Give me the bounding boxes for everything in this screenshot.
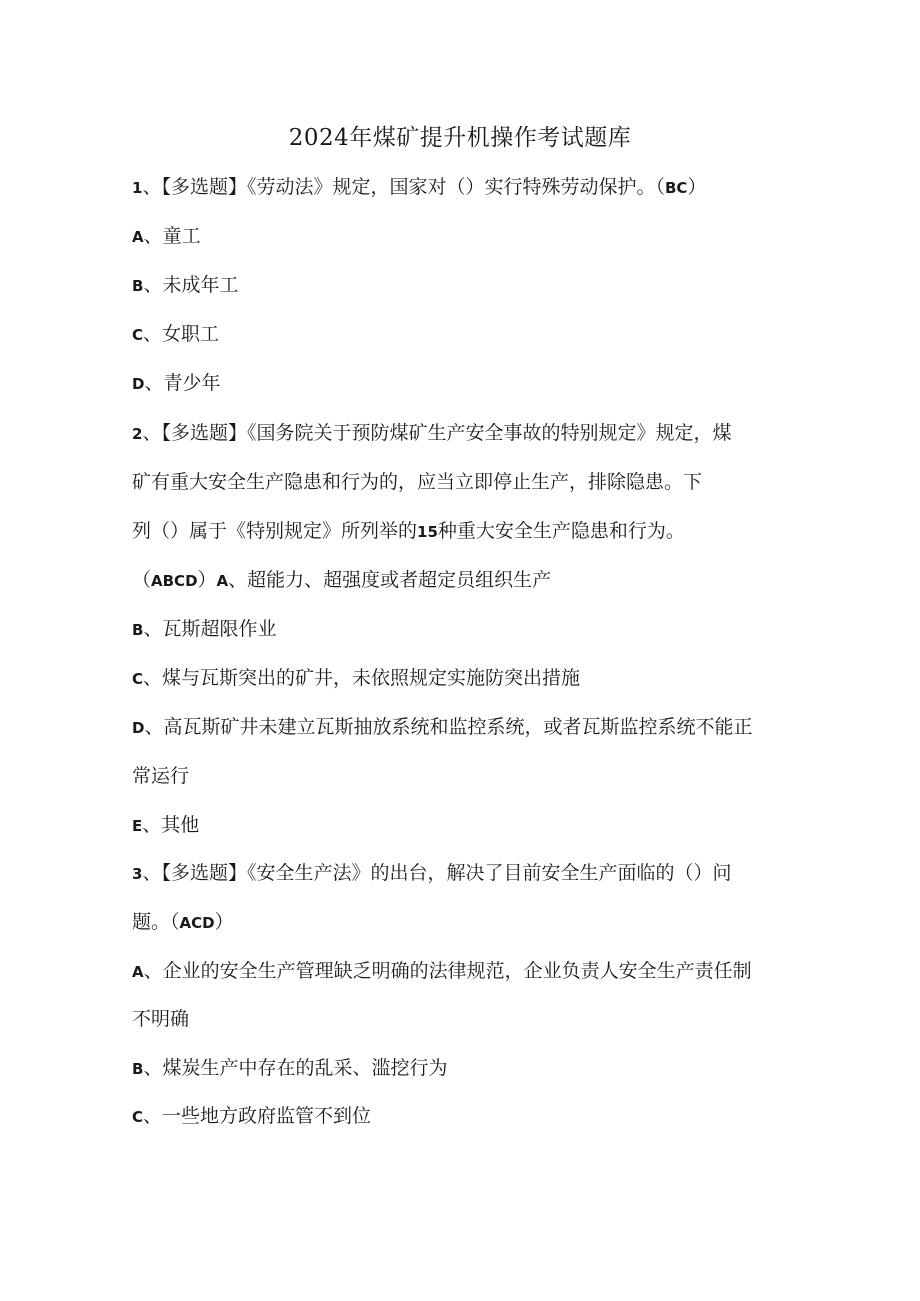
question-number: 2 xyxy=(132,425,143,443)
separator: 、 xyxy=(143,960,163,982)
separator: 、 xyxy=(143,1105,163,1127)
option-text: 女职工 xyxy=(162,323,220,345)
separator: 、 xyxy=(144,372,164,394)
separator: 、 xyxy=(143,323,163,345)
question-stem-text: 《安全生产法》的出台，解决了目前安全生产面临的（）问 xyxy=(246,862,732,884)
answer-key: ABCD xyxy=(151,572,198,590)
option-a xyxy=(132,958,752,985)
question-2-stem xyxy=(132,420,731,447)
option-text: 煤炭生产中存在的乱采、滥挖行为 xyxy=(162,1057,448,1079)
question-1-stem xyxy=(132,174,706,201)
separator: 、 xyxy=(143,667,163,689)
option-label: D xyxy=(132,719,145,737)
stem-number: 15 xyxy=(417,523,438,541)
option-text: 其他 xyxy=(161,814,200,836)
option-b xyxy=(132,272,238,299)
option-label: B xyxy=(132,621,144,639)
option-a xyxy=(132,567,551,594)
option-text: 一些地方政府监管不到位 xyxy=(162,1105,372,1127)
option-label: A xyxy=(216,572,229,590)
page-title: 2024年煤矿提升机操作考试题库 xyxy=(288,125,632,151)
answer-close: ） xyxy=(197,569,217,591)
option-b xyxy=(132,616,276,643)
separator: 、 xyxy=(142,176,162,198)
separator: 、 xyxy=(142,862,162,884)
question-type-tag: 【多选题】 xyxy=(161,176,247,198)
separator: 、 xyxy=(142,814,162,836)
option-text: 不明确 xyxy=(132,1008,190,1030)
answer-close: ） xyxy=(214,911,234,933)
separator: 、 xyxy=(142,422,162,444)
option-text: 童工 xyxy=(162,225,201,247)
question-number: 1 xyxy=(132,179,143,197)
option-text: 企业的安全生产管理缺乏明确的法律规范，企业负责人安全生产责任制 xyxy=(162,960,752,982)
option-label: B xyxy=(132,1060,144,1078)
option-text: 青少年 xyxy=(163,372,221,394)
option-label: C xyxy=(132,326,144,344)
separator: 、 xyxy=(143,1057,163,1079)
option-a-continued xyxy=(132,1006,189,1032)
answer-key: ACD xyxy=(179,914,215,932)
question-type-tag: 【多选题】 xyxy=(161,862,247,884)
option-d-continued xyxy=(132,763,189,789)
option-c xyxy=(132,665,580,692)
option-label: A xyxy=(132,228,144,246)
question-number: 3 xyxy=(132,865,143,883)
option-label: B xyxy=(132,277,144,295)
separator: 、 xyxy=(143,225,163,247)
separator: 、 xyxy=(228,569,248,591)
option-text: 超能力、超强度或者超定员组织生产 xyxy=(247,569,552,591)
separator: 、 xyxy=(143,274,163,296)
option-text: 瓦斯超限作业 xyxy=(162,618,277,640)
option-label: A xyxy=(132,963,144,981)
option-text: 煤与瓦斯突出的矿井，未依照规定实施防突出措施 xyxy=(162,667,581,689)
question-stem-text: 矿有重大安全生产隐患和行为的，应当立即停止生产，排除隐患。下 xyxy=(132,471,703,493)
separator: 、 xyxy=(143,618,163,640)
question-3-stem-line-2 xyxy=(132,909,234,936)
question-2-stem-line-3 xyxy=(132,518,685,545)
question-stem-text: 题。（ xyxy=(132,911,180,933)
question-stem-text: 《国务院关于预防煤矿生产安全事故的特别规定》规定，煤 xyxy=(246,422,732,444)
option-text: 未成年工 xyxy=(162,274,239,296)
option-label: E xyxy=(132,817,143,835)
option-label: C xyxy=(132,670,144,688)
separator: 、 xyxy=(144,716,164,738)
answer-open: （ xyxy=(132,569,152,591)
option-label: D xyxy=(132,375,145,393)
option-text: 常运行 xyxy=(132,765,190,787)
option-b xyxy=(132,1055,447,1082)
question-3-stem xyxy=(132,860,731,887)
question-stem-text: 《劳动法》规定，国家对（）实行特殊劳动保护。（ xyxy=(246,176,665,198)
option-c xyxy=(132,321,219,348)
option-c xyxy=(132,1103,371,1130)
question-stem-text: 列（）属于《特别规定》所列举的 xyxy=(132,520,418,542)
option-d xyxy=(132,370,220,397)
answer-key: BC xyxy=(664,179,688,197)
question-stem-text: 种重大安全生产隐患和行为。 xyxy=(437,520,685,542)
option-d xyxy=(132,714,752,741)
option-label: C xyxy=(132,1108,144,1126)
answer-close: ） xyxy=(687,176,707,198)
option-a xyxy=(132,223,201,250)
question-2-stem-line-2 xyxy=(132,469,702,495)
option-e xyxy=(132,812,199,839)
question-type-tag: 【多选题】 xyxy=(161,422,247,444)
option-text: 高瓦斯矿井未建立瓦斯抽放系统和监控系统，或者瓦斯监控系统不能正 xyxy=(163,716,753,738)
